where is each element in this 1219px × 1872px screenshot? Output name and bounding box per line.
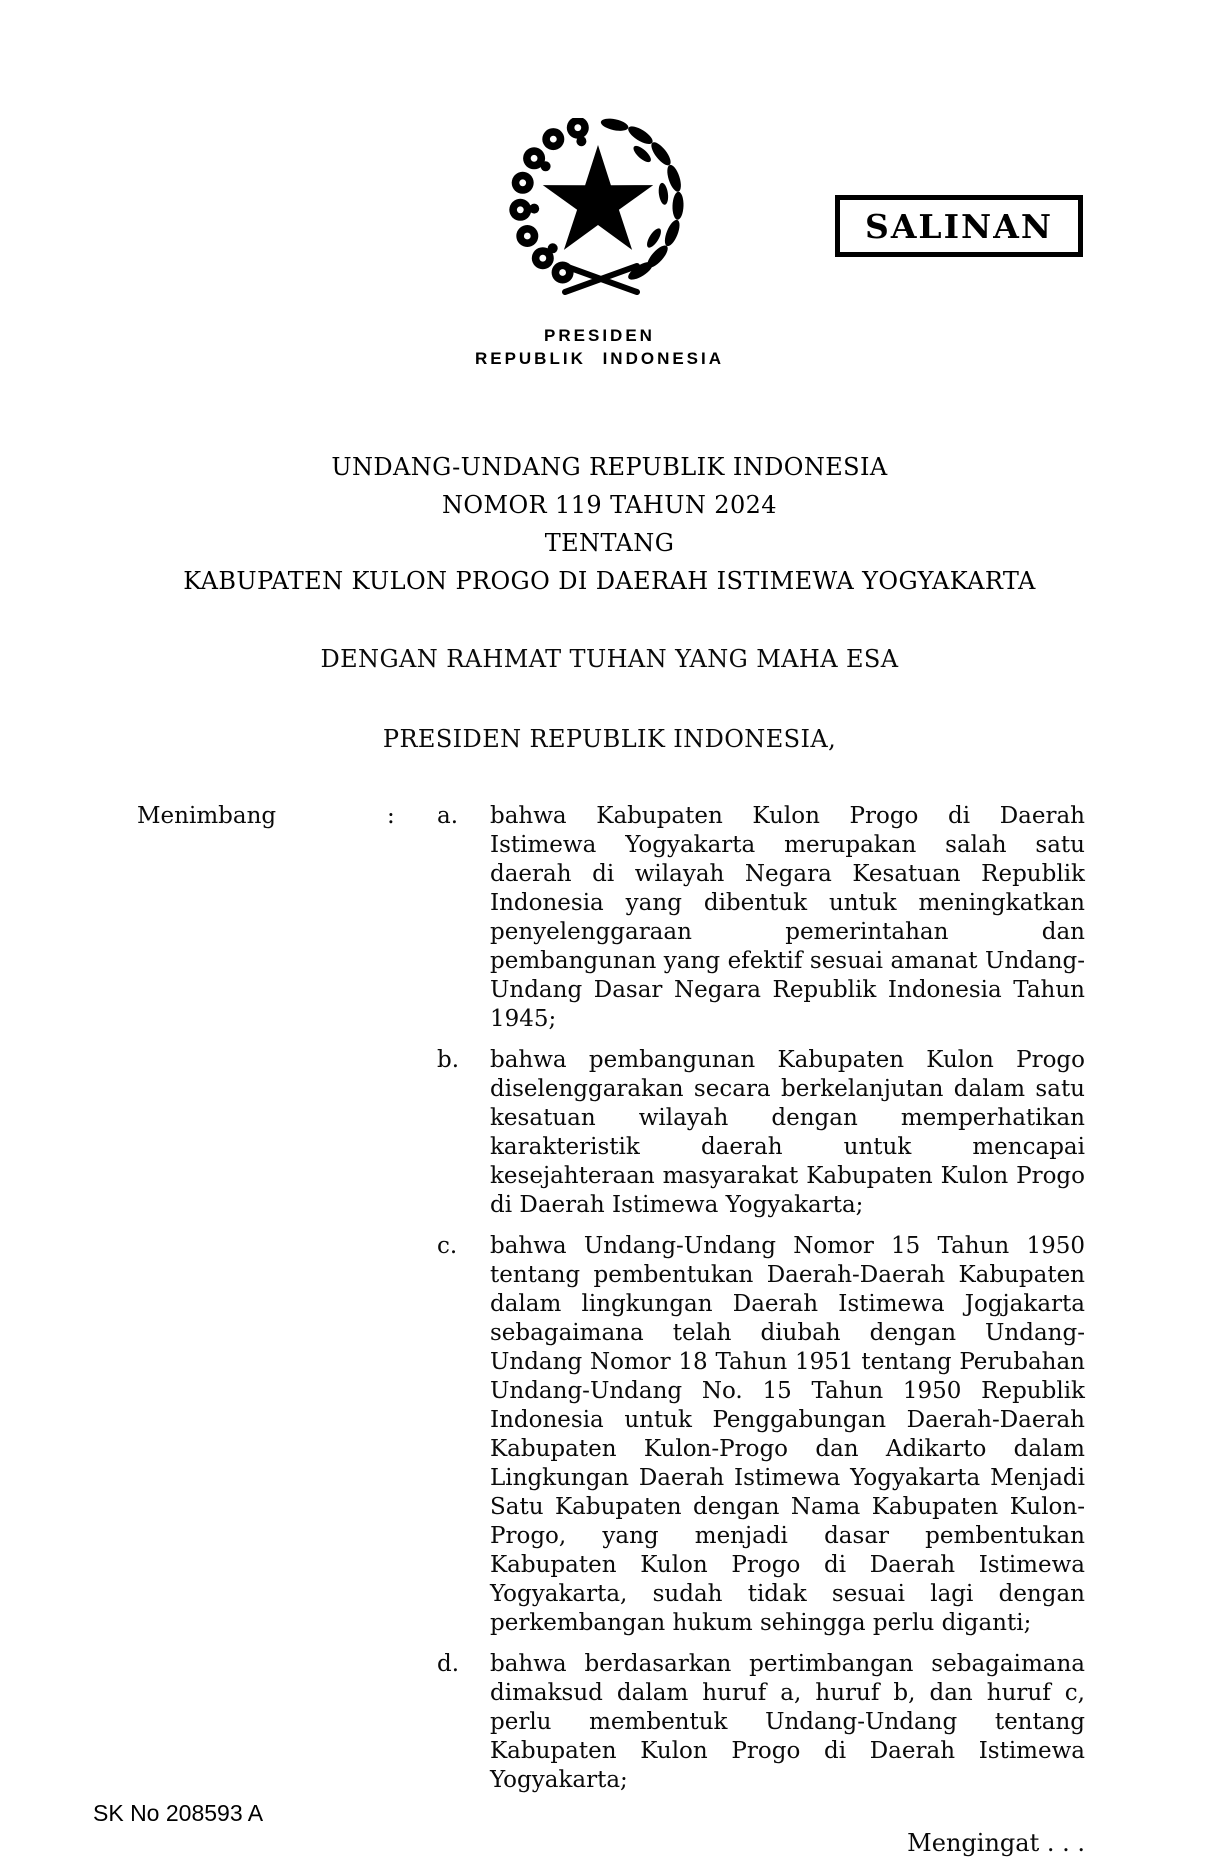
item-text-c: bahwa Undang-Undang Nomor 15 Tahun 1950 tentang pembentukan Daerah-Daerah Kabupaten dalam lingkungan Daerah Istimewa Jogjakarta sebagaimana telah diubah dengan Undang-Undang Nomor 18 Tahun 1951 tentang Perubahan Undang-Undang No. 15 Tahun 1950 Republik Indonesia untuk Penggabungan Daerah-Daerah Kabupaten Kulon-Progo dan Adikarto dalam Lingkungan Daerah Istimewa Yogyakarta Menjadi Satu Kabupaten dengan Nama Kabupaten Kulon-Progo, yang menjadi dasar pembentukan Kabupaten Kulon Progo di Daerah Istimewa Yogyakarta, sudah tidak sesuai lagi dengan perkembangan hukum sehingga perlu diganti; <box>490 1233 1085 1636</box>
considerations-section <box>137 802 1085 1795</box>
letterhead-line-presiden: PRESIDEN <box>544 326 655 345</box>
national-emblem-icon <box>503 0 693 300</box>
item-text-b: bahwa pembangunan Kabupaten Kulon Progo diselenggarakan secara berkelanjutan dalam satu kesatuan wilayah dengan memperhatikan karakteristik daerah untuk mencapai kesejahteraan masyarakat Kabupaten Kulon Progo di Daerah Istimewa Yogyakarta; <box>490 1047 1085 1218</box>
item-marker-d: d. <box>437 1651 460 1677</box>
continuation-catchword: Mengingat . . . <box>907 1829 1085 1857</box>
document-control-number: SK No 208593 A <box>93 1800 264 1826</box>
letterhead <box>0 324 1209 370</box>
item-marker-c: c. <box>437 1233 458 1259</box>
considerations-colon: : <box>387 803 395 829</box>
salinan-label: SALINAN <box>864 206 1053 246</box>
consideration-item-a <box>437 802 1085 1034</box>
title-line-1: UNDANG-UNDANG REPUBLIK INDONESIA <box>331 453 888 481</box>
authority-line: PRESIDEN REPUBLIK INDONESIA, <box>382 725 837 753</box>
consideration-item-d <box>437 1650 1085 1795</box>
considerations-list <box>437 802 1085 1795</box>
salinan-copy-stamp <box>835 195 1083 257</box>
item-marker-a: a. <box>437 803 459 829</box>
law-title-block <box>0 448 1219 600</box>
star-wreath-emblem-graphic <box>503 118 693 296</box>
invocation-line: DENGAN RAHMAT TUHAN YANG MAHA ESA <box>320 645 899 673</box>
letterhead-line-republik-indonesia: REPUBLIK INDONESIA <box>474 349 725 368</box>
considerations-label: Menimbang <box>137 803 277 829</box>
consideration-item-b <box>437 1046 1085 1220</box>
consideration-item-c <box>437 1232 1085 1638</box>
title-line-2: NOMOR 119 TAHUN 2024 <box>442 491 777 519</box>
title-line-4: KABUPATEN KULON PROGO DI DAERAH ISTIMEWA YOGYAKARTA <box>183 567 1036 595</box>
item-marker-b: b. <box>437 1047 460 1073</box>
item-text-a: bahwa Kabupaten Kulon Progo di Daerah Istimewa Yogyakarta merupakan salah satu daerah di wilayah Negara Kesatuan Republik Indonesia yang dibentuk untuk meningkatkan penyelenggaraan pemerintahan dan pembangunan yang efektif sesuai amanat Undang-Undang Dasar Negara Republik Indonesia Tahun 1945; <box>490 803 1085 1032</box>
title-line-3: TENTANG <box>544 529 675 557</box>
item-text-d: bahwa berdasarkan pertimbangan sebagaimana dimaksud dalam huruf a, huruf b, dan huruf c, perlu membentuk Undang-Undang tentang Kabupaten Kulon Progo di Daerah Istimewa Yogyakarta; <box>490 1651 1085 1793</box>
